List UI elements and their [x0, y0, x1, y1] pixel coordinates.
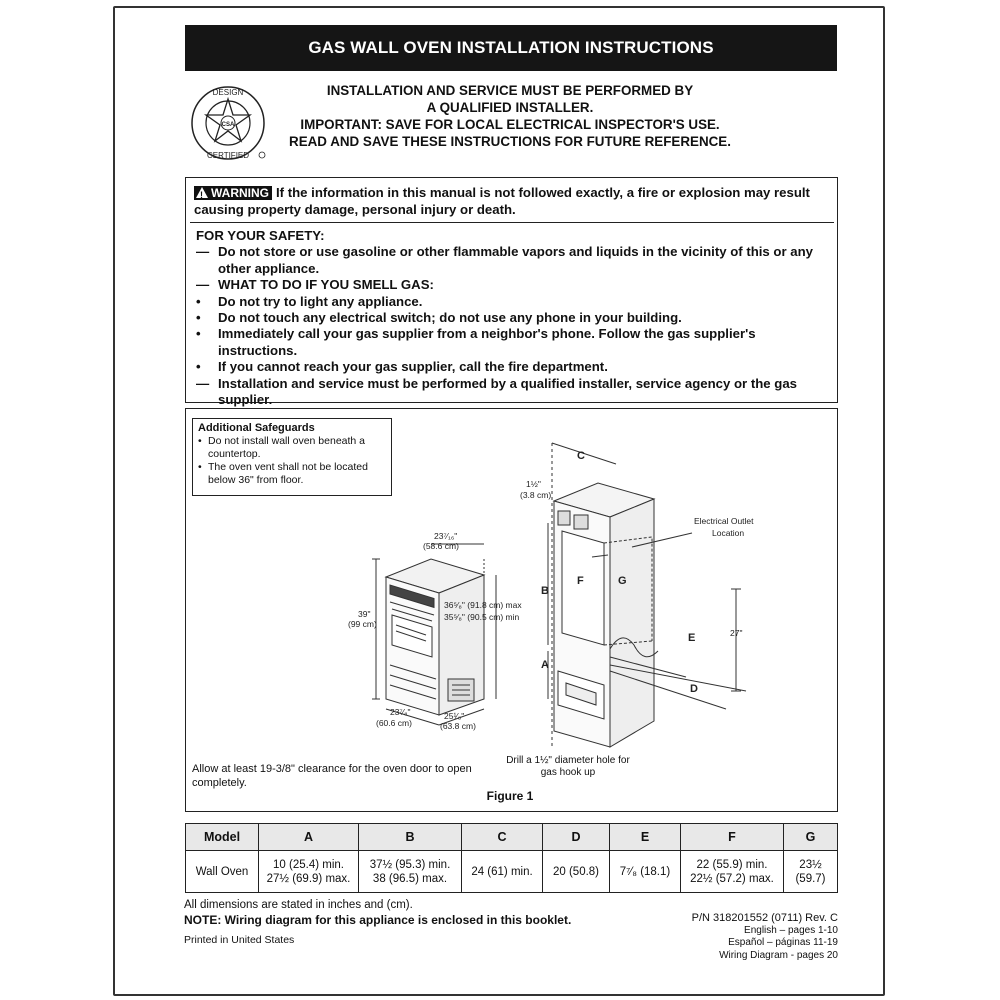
figure-caption: Figure 1 [486, 789, 534, 803]
drill-note: Drill a 1½" diameter hole for gas hook up [506, 755, 630, 778]
safety-item: — Installation and service must be performed by a qualified installer, service agency or the gas supplier. [196, 375, 797, 408]
dim-depth-cm: (63.8 cm) [440, 721, 476, 731]
seal-bottom-text: CERTIFIED [206, 151, 250, 160]
table-header: Model [186, 824, 259, 851]
dim-depth: 25¹⁄₈" [444, 711, 465, 721]
dim-top-depth-cm: (58.6 cm) [423, 541, 459, 551]
header-line: INSTALLATION AND SERVICE MUST BE PERFORMED BY [326, 83, 694, 98]
header-notice [270, 82, 750, 150]
outlet-label-line1: Electrical Outlet [694, 516, 754, 526]
safety-section [196, 228, 831, 408]
dim-top-depth: 23⁷⁄₁₆" [434, 531, 458, 541]
safety-item: • Do not try to light any appliance. [196, 293, 423, 309]
safety-item: • Immediately call your gas supplier from a neighbor's phone. Follow the gas supplier's instructions. [196, 326, 756, 358]
page-title: GAS WALL OVEN INSTALLATION INSTRUCTIONS [185, 25, 837, 71]
header-line: IMPORTANT: SAVE FOR LOCAL ELECTRICAL INSPECTOR'S USE. [300, 117, 720, 132]
dim-width: 23⁷⁄₈" [390, 707, 411, 717]
wiring-note: NOTE: Wiring diagram for this appliance is enclosed in this booklet. [184, 913, 572, 927]
safety-item: — Do not store or use gasoline or other flammable vapors and liquids in the vicinity of this or any other appliance. [196, 244, 814, 276]
table-header: B [359, 824, 462, 851]
cell-f: 22 (55.9) min. 22½ (57.2) max. [681, 851, 784, 893]
warning-statement [194, 184, 834, 218]
table-header: D [543, 824, 610, 851]
table-header: E [610, 824, 681, 851]
table-header: G [784, 824, 838, 851]
header-line: A QUALIFIED INSTALLER. [426, 100, 594, 115]
safety-item: — WHAT TO DO IF YOU SMELL GAS: [196, 277, 434, 293]
warning-label: !WARNING [194, 186, 272, 200]
cell-e: 7⁷⁄₈ (18.1) [610, 851, 681, 893]
clearance-note: Allow at least 19-3/8" clearance for the oven door to open completely. [192, 763, 472, 789]
table-row [186, 851, 838, 893]
table-header: C [462, 824, 543, 851]
safeguards-heading: Additional Safeguards [198, 422, 315, 434]
outlet-label-line2: Location [712, 528, 745, 538]
safety-heading: FOR YOUR SAFETY: [196, 228, 325, 243]
table-header: A [259, 824, 359, 851]
dimensions-table [185, 823, 838, 893]
letter-e: E [688, 632, 696, 644]
warning-text: If the information in this manual is not followed exactly, a fire or explosion may result causing property damage, personal injury or death. [194, 185, 810, 217]
cell-g: 23½ (59.7) [784, 851, 838, 893]
letter-g: G [618, 575, 627, 587]
safeguard-item: • Do not install wall oven beneath a countertop. [198, 435, 366, 460]
seal-center-mark: CSA [221, 122, 235, 128]
pages-english: English – pages 1-10 [744, 924, 838, 936]
design-certified-seal [190, 85, 268, 163]
pages-espanol: Español – páginas 11-19 [728, 937, 838, 949]
header-line: READ AND SAVE THESE INSTRUCTIONS FOR FUTURE REFERENCE. [289, 134, 731, 149]
part-number-block [610, 912, 838, 962]
dim-gap-cm: (3.8 cm) [520, 490, 552, 500]
dim-height: 39" [358, 609, 371, 619]
additional-safeguards-box [192, 418, 392, 496]
dim-door-max: 36⁵⁄₈" (91.8 cm) max [444, 600, 522, 610]
safeguard-item: • The oven vent shall not be located below 36" from floor. [198, 461, 368, 486]
cell-d: 20 (50.8) [543, 851, 610, 893]
dim-height-cm: (99 cm) [348, 619, 377, 629]
dim-gap: 1½" [526, 479, 541, 489]
letter-b: B [541, 585, 549, 597]
warning-triangle-icon [196, 187, 208, 198]
warning-divider [190, 222, 834, 223]
letter-c: C [577, 450, 585, 462]
cell-b: 37½ (95.3) min. 38 (96.5) max. [359, 851, 462, 893]
dim-door-min: 35⁵⁄₈" (90.5 cm) min [444, 612, 520, 622]
footer-notes [184, 898, 571, 928]
dim-27: 27" [730, 628, 743, 638]
printed-in: Printed in United States [184, 934, 295, 946]
seal-top-text: DESIGN [212, 88, 244, 97]
safety-item: • Do not touch any electrical switch; do not use any phone in your building. [196, 310, 682, 326]
pages-wiring: Wiring Diagram - pages 20 [719, 949, 838, 961]
dimensions-note: All dimensions are stated in inches and (cm). [184, 899, 413, 911]
letter-a: A [541, 659, 549, 671]
part-number: P/N 318201552 (0711) Rev. C [691, 912, 838, 924]
table-header: F [681, 824, 784, 851]
cell-model: Wall Oven [186, 851, 259, 893]
cell-a: 10 (25.4) min. 27½ (69.9) max. [259, 851, 359, 893]
letter-d: D [690, 683, 698, 695]
dim-width-cm: (60.6 cm) [376, 718, 412, 728]
cell-c: 24 (61) min. [462, 851, 543, 893]
oven-drawing [372, 544, 496, 725]
cabinet-drawing [548, 443, 746, 749]
letter-f: F [577, 575, 584, 587]
safety-item: • If you cannot reach your gas supplier, call the fire department. [196, 359, 608, 375]
table-header-row [186, 824, 838, 851]
